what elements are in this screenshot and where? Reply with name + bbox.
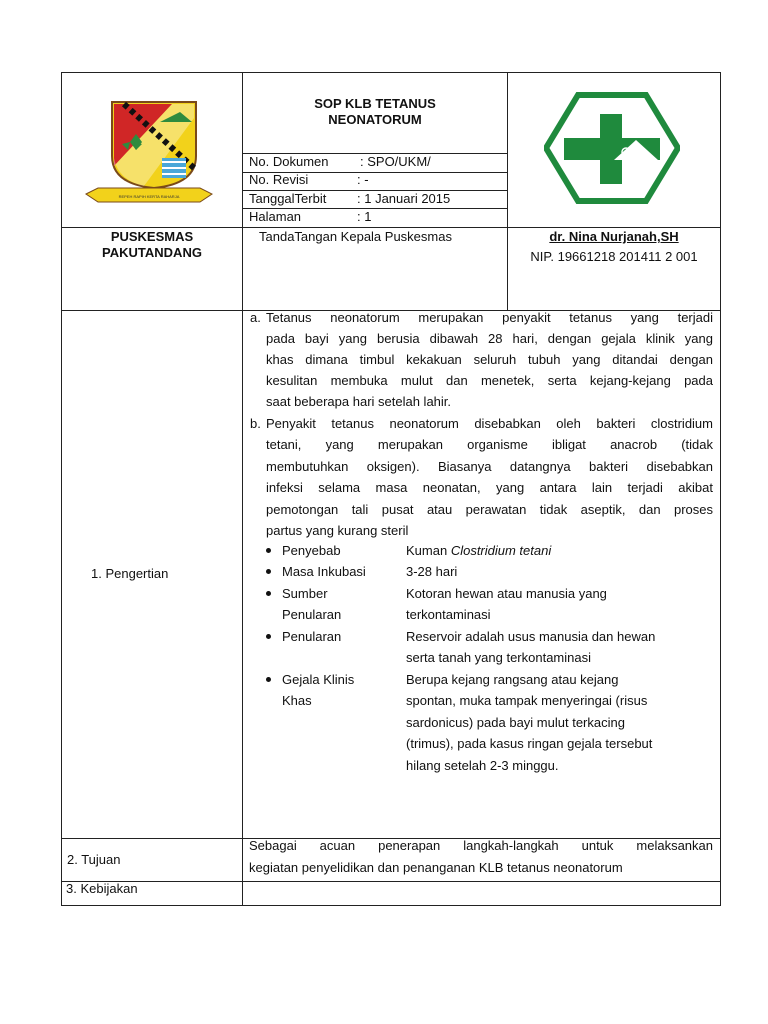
- para-b-marker: b.: [250, 416, 261, 431]
- definition-list: [262, 540, 712, 830]
- document-title-line2: NEONATORUM: [328, 112, 422, 127]
- paragraph-line: Tetanus neonatorum merupakan penyakit tetanus yang terjadi: [266, 310, 713, 325]
- row-divider: [61, 227, 721, 228]
- regency-emblem-logo: [84, 98, 214, 210]
- para-a-marker: a.: [250, 310, 261, 325]
- left-column-divider: [242, 72, 243, 906]
- item-description: terkontaminasi: [406, 607, 491, 623]
- document-title-line1: SOP KLB TETANUS: [314, 96, 436, 111]
- meta-value-halaman: : 1: [357, 209, 372, 224]
- item-description: (trimus), pada kasus ringan gejala tersebut: [406, 736, 653, 752]
- paragraph-line: kesulitan membuka mulut dan menetek, serta kejang-kejang pada: [266, 373, 713, 388]
- item-term: Masa Inkubasi: [282, 564, 366, 579]
- item-description: [406, 540, 551, 561]
- head-nip: NIP. 19661218 201411 2 001: [530, 249, 698, 264]
- bullet-icon: [266, 569, 271, 574]
- section-label-pengertian: 1. Pengertian: [91, 566, 169, 581]
- item-term: Penularan: [282, 607, 342, 623]
- paragraph-line: pemotongan tali pusat atau perawatan tidak aseptik, dan proses: [266, 501, 713, 517]
- item-description-italic: Clostridium tetani: [450, 543, 552, 558]
- item-description: serta tanah yang terkontaminasi: [406, 650, 591, 666]
- item-term: Penularan: [282, 629, 342, 644]
- item-description: Berupa kejang rangsang atau kejang: [406, 672, 619, 687]
- meta-label-no-dokumen: No. Dokumen: [249, 154, 329, 169]
- paragraph-line: saat beberapa hari setelah lahir.: [266, 394, 452, 409]
- org-name-line1: PUSKESMAS: [110, 229, 194, 244]
- item-description-prefix: Kuman: [406, 543, 451, 558]
- emblem-motto: REPEH RAPIH KERTA RAHARJA: [118, 194, 180, 199]
- paragraph-line: infeksi selama masa neonatan, yang antara lain terjadi akibat: [266, 480, 713, 496]
- item-term: Gejala Klinis: [282, 672, 355, 687]
- paragraph-line: khas dimana timbul kekakuan seluruh tubuh yang ditandai dengan: [266, 352, 713, 367]
- meta-value-no-dokumen: : SPO/UKM/: [360, 154, 431, 169]
- paragraph-line: partus yang kurang steril: [266, 522, 409, 538]
- paragraph-a: [266, 307, 713, 412]
- bullet-icon: [266, 677, 271, 682]
- row-divider: [61, 881, 721, 882]
- paragraph-line: membutuhkan oksigen). Biasanya datangnya bakteri disebabkan: [266, 458, 713, 474]
- meta-label-halaman: Halaman: [249, 209, 302, 224]
- tujuan-text: [249, 835, 713, 879]
- item-description: spontan, muka tampak menyeringai (risus: [406, 693, 648, 709]
- section-label-kebijakan: 3. Kebijakan: [66, 881, 138, 896]
- org-name-line2: PAKUTANDANG: [102, 245, 202, 260]
- item-description: 3-28 hari: [406, 564, 458, 579]
- health-cross-icon: [544, 92, 680, 204]
- signature-label: TandaTangan Kepala Puskesmas: [259, 229, 452, 244]
- item-description: sardonicus) pada bayi mulut terkacing: [406, 714, 625, 730]
- meta-value-no-revisi: : -: [357, 172, 369, 187]
- paragraph-line: Sebagai acuan penerapan langkah-langkah untuk melaksankan: [249, 838, 713, 853]
- item-description: hilang setelah 2-3 minggu.: [406, 757, 559, 773]
- meta-label-no-revisi: No. Revisi: [249, 172, 309, 187]
- bullet-icon: [266, 634, 271, 639]
- bullet-icon: [266, 591, 271, 596]
- bullet-icon: [266, 548, 271, 553]
- item-description: Kotoran hewan atau manusia yang: [406, 586, 607, 601]
- paragraph-line: pada bayi yang berusia dibawah 28 hari, dengan gejala klinik yang: [266, 331, 713, 346]
- item-description: Reservoir adalah usus manusia dan hewan: [406, 629, 656, 644]
- section-label-tujuan: 2. Tujuan: [67, 852, 121, 867]
- item-term: Khas: [282, 693, 312, 709]
- right-column-divider: [507, 72, 508, 310]
- paragraph-line: tetani, yang merupakan organisme ibligat anacrob (tidak: [266, 437, 713, 453]
- meta-label-tanggal-terbit: TanggalTerbit: [249, 191, 327, 206]
- head-name: dr. Nina Nurjanah,SH: [549, 229, 679, 244]
- meta-value-tanggal-terbit: : 1 Januari 2015: [357, 191, 451, 206]
- item-term: Penyebab: [282, 543, 341, 558]
- puskesmas-logo: [544, 92, 680, 204]
- item-term: Sumber: [282, 586, 328, 601]
- paragraph-b: [266, 413, 713, 541]
- paragraph-line: kegiatan penyelidikan dan penanganan KLB tetanus neonatorum: [249, 860, 623, 875]
- paragraph-line: Penyakit tetanus neonatorum disebabkan oleh bakteri clostridium: [266, 416, 713, 431]
